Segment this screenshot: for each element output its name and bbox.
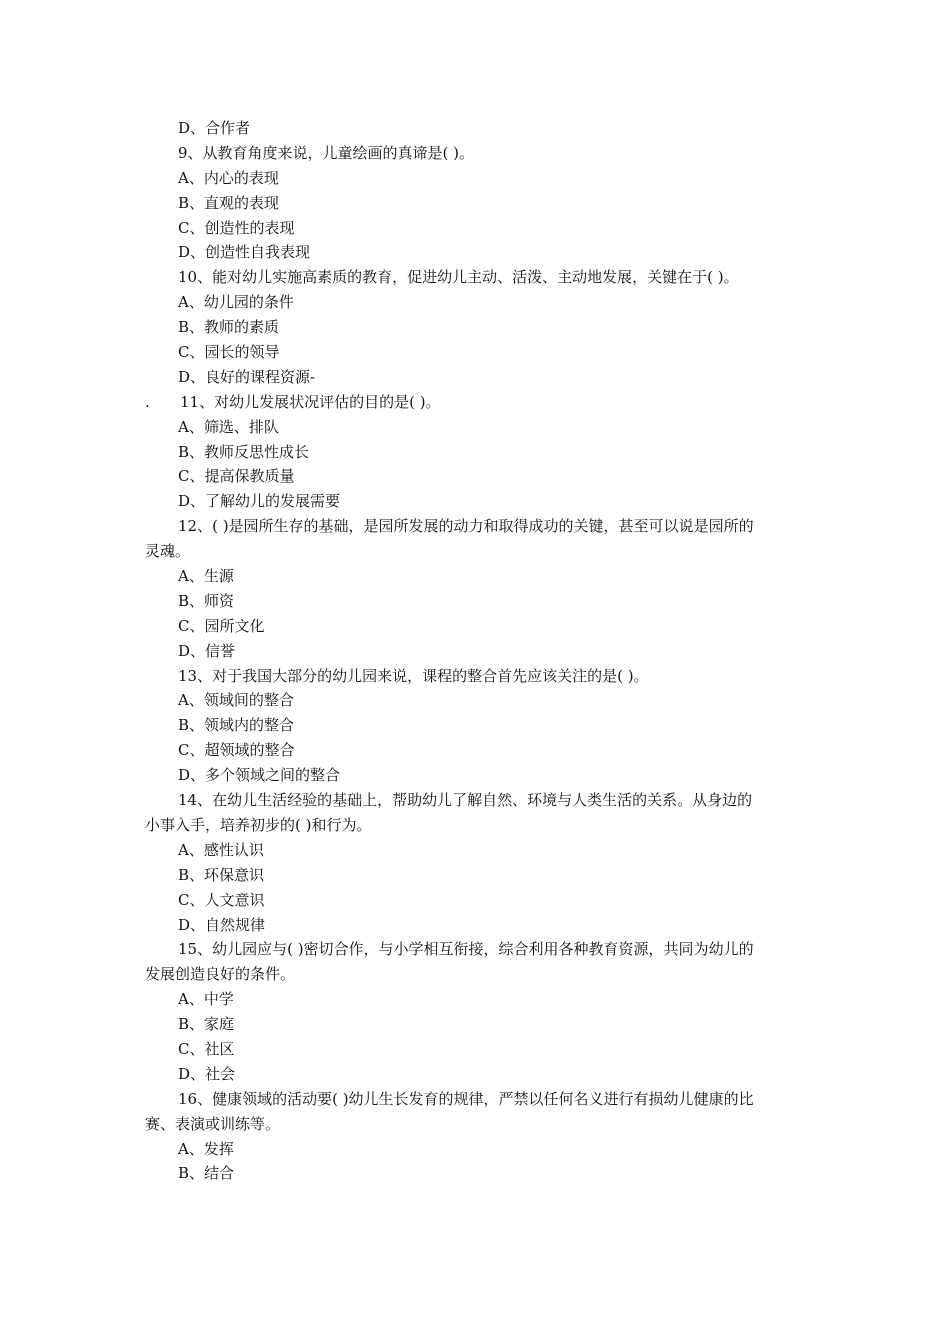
question-text: 13、对于我国大部分的幼儿园来说，课程的整合首先应该关注的是( )。 [178,666,649,685]
answer-option: C、人文意识 [178,890,265,909]
answer-option: A、内心的表现 [178,168,279,187]
question-text: 10、能对幼儿实施高素质的教育，促进幼儿主动、活泼、主动地发展，关键在于( )。 [178,268,739,287]
answer-option: C、提高保教质量 [178,467,295,486]
answer-option: C、园所文化 [178,616,265,635]
question-text-continued: 灵魂。 [145,542,191,561]
question-text: 16、健康领域的活动要( )幼儿生长发育的规律，严禁以任何名义进行有损幼儿健康的比 [178,1089,754,1108]
answer-option: C、社区 [178,1039,235,1058]
answer-option: A、生源 [178,567,234,586]
answer-option: D、信誉 [178,641,236,660]
question-text-continued: 发展创造良好的条件。 [145,965,296,984]
answer-option: B、教师的素质 [178,318,280,337]
answer-option: D、了解幼儿的发展需要 [178,492,341,511]
answer-option: B、师资 [178,591,235,610]
answer-option: B、教师反思性成长 [178,442,310,461]
answer-option: D、社会 [178,1064,236,1083]
question-text: 15、幼儿园应与( )密切合作，与小学相互衔接，综合利用各种教育资源，共同为幼儿的 [178,940,754,959]
question-text-continued: 小事入手，培养初步的( )和行为。 [145,815,372,834]
answer-option: D、创造性自我表现 [178,243,311,262]
stray-mark: . [145,392,150,411]
answer-option: B、结合 [178,1164,235,1183]
question-text-continued: 赛、表演或训练等。 [145,1114,281,1133]
answer-option: A、感性认识 [178,840,264,859]
answer-option: B、家庭 [178,1015,235,1034]
question-label: 11、对幼儿发展状况评估的目的是( )。 [180,392,441,411]
question-text: 14、在幼儿生活经验的基础上，帮助幼儿了解自然、环境与人类生活的关系。从身边的 [178,791,753,810]
answer-option: D、良好的课程资源- [178,367,316,386]
answer-option: C、园长的领导 [178,343,280,362]
answer-option: A、筛选、排队 [178,417,279,436]
answer-option: C、超领域的整合 [178,741,295,760]
answer-option: D、合作者 [178,119,251,137]
question-text: 12、( )是园所生存的基础，是园所发展的动力和取得成功的关键，甚至可以说是园所的 [178,517,754,536]
answer-option: A、发挥 [178,1139,234,1158]
answer-option: A、领域间的整合 [178,691,294,710]
answer-option: B、领域内的整合 [178,716,295,735]
answer-option: D、自然规律 [178,915,266,934]
question-text [145,390,810,415]
answer-option: A、中学 [178,990,234,1009]
answer-option: D、多个领域之间的整合 [178,766,341,785]
question-text: 9、从教育角度来说，儿童绘画的真谛是( )。 [178,143,475,162]
answer-option: C、创造性的表现 [178,218,295,237]
answer-option: B、直观的表现 [178,193,280,212]
answer-option: A、幼儿园的条件 [178,293,294,312]
document-body [145,116,810,1186]
answer-option: B、环保意识 [178,865,265,884]
